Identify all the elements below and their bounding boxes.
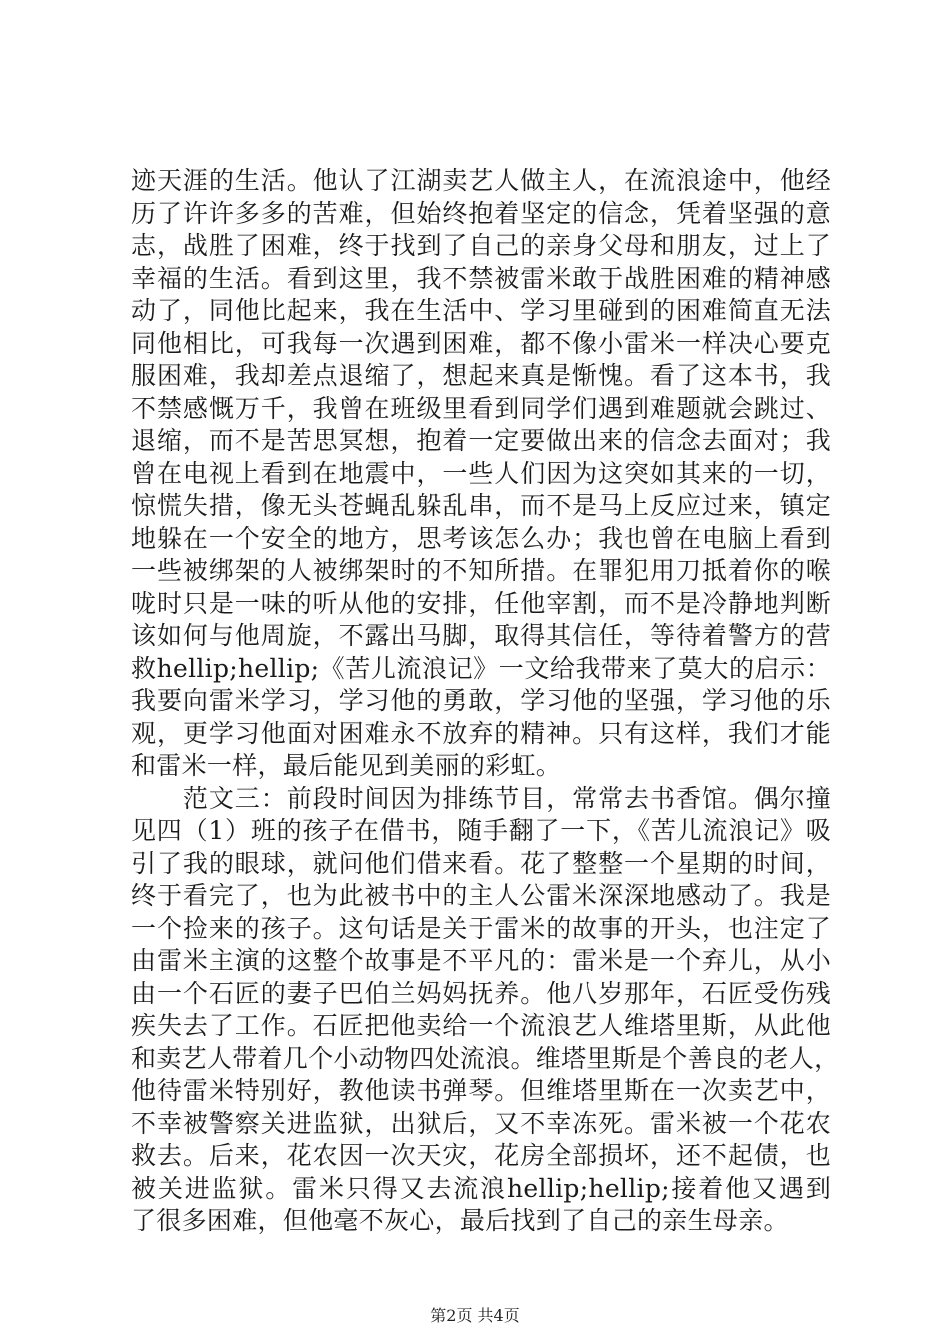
- text-line: 曾在电视上看到在地震中，一些人们因为这突如其来的一切，: [131, 458, 831, 488]
- text-line: 不幸被警察关进监狱，出狱后，又不幸冻死。雷米被一个花农: [131, 1108, 831, 1138]
- text-line: 幸福的生活。看到这里，我不禁被雷米敢于战胜困难的精神感: [131, 263, 831, 293]
- text-line: 救去。后来，花农因一次天灾，花房全部损坏，还不起债，也: [131, 1141, 831, 1170]
- text-line: 不禁感慨万千，我曾在班级里看到同学们遇到难题就会跳过、: [131, 393, 831, 423]
- text-line: 和雷米一样，最后能见到美丽的彩虹。: [131, 751, 562, 780]
- text-line: 救hellip;hellip;《苦儿流浪记》一文给我带来了莫大的启示：: [131, 653, 831, 683]
- page-footer: 第2页 共4页: [430, 1306, 520, 1325]
- text-line: 服困难，我却差点退缩了，想起来真是惭愧。看了这本书，我: [131, 361, 831, 390]
- text-line: 动了，同他比起来，我在生活中、学习里碰到的困难简直无法: [131, 296, 831, 325]
- text-line: 引了我的眼球，就问他们借来看。花了整整一个星期的时间，: [131, 848, 831, 878]
- text-line: 一些被绑架的人被绑架时的不知所措。在罪犯用刀抵着你的喉: [131, 556, 831, 585]
- text-line: 由一个石匠的妻子巴伯兰妈妈抚养。他八岁那年，石匠受伤残: [131, 978, 831, 1008]
- text-line: 志，战胜了困难，终于找到了自己的亲身父母和朋友，过上了: [131, 231, 831, 260]
- text-line: 我要向雷米学习，学习他的勇敢，学习他的坚强，学习他的乐: [131, 686, 831, 715]
- text-line: 终于看完了，也为此被书中的主人公雷米深深地感动了。我是: [131, 881, 831, 910]
- text-line: 同他相比，可我每一次遇到困难，都不像小雷米一样决心要克: [131, 328, 831, 358]
- body-text: [131, 165, 840, 1238]
- text-line: 了很多困难，但他毫不灰心，最后找到了自己的亲生母亲。: [131, 1206, 789, 1235]
- text-line: 地躲在一个安全的地方，思考该怎么办；我也曾在电脑上看到: [131, 523, 831, 553]
- text-line: 迹天涯的生活。他认了江湖卖艺人做主人，在流浪途中，他经: [131, 166, 831, 195]
- text-line: 退缩，而不是苦思冥想，抱着一定要做出来的信念去面对；我: [131, 426, 831, 455]
- text-line: 咙时只是一味的听从他的安排，任他宰割，而不是冷静地判断: [131, 588, 831, 618]
- text-line: 由雷米主演的这整个故事是不平凡的：雷米是一个弃儿，从小: [131, 946, 831, 975]
- text-line: 范文三：前段时间因为排练节目，常常去书香馆。偶尔撞: [131, 783, 831, 813]
- text-line: 惊慌失措，像无头苍蝇乱躲乱串，而不是马上反应过来，镇定: [131, 491, 831, 520]
- text-line: 和卖艺人带着几个小动物四处流浪。维塔里斯是个善良的老人，: [131, 1043, 840, 1073]
- text-line: 观，更学习他面对困难永不放弃的精神。只有这样，我们才能: [131, 718, 831, 748]
- text-line: 被关进监狱。雷米只得又去流浪hellip;hellip;接着他又遇到: [131, 1173, 831, 1203]
- text-line: 历了许许多多的苦难，但始终抱着坚定的信念，凭着坚强的意: [131, 198, 831, 228]
- text-line: 他待雷米特别好，教他读书弹琴。但维塔里斯在一次卖艺中，: [131, 1076, 831, 1105]
- text-line: 疾失去了工作。石匠把他卖给一个流浪艺人维塔里斯，从此他: [131, 1011, 831, 1040]
- text-line: 该如何与他周旋，不露出马脚，取得其信任，等待着警方的营: [131, 621, 831, 650]
- text-line: 一个捡来的孩子。这句话是关于雷米的故事的开头，也注定了: [131, 913, 831, 943]
- text-line: 见四（1）班的孩子在借书，随手翻了一下，《苦儿流浪记》吸: [131, 816, 831, 845]
